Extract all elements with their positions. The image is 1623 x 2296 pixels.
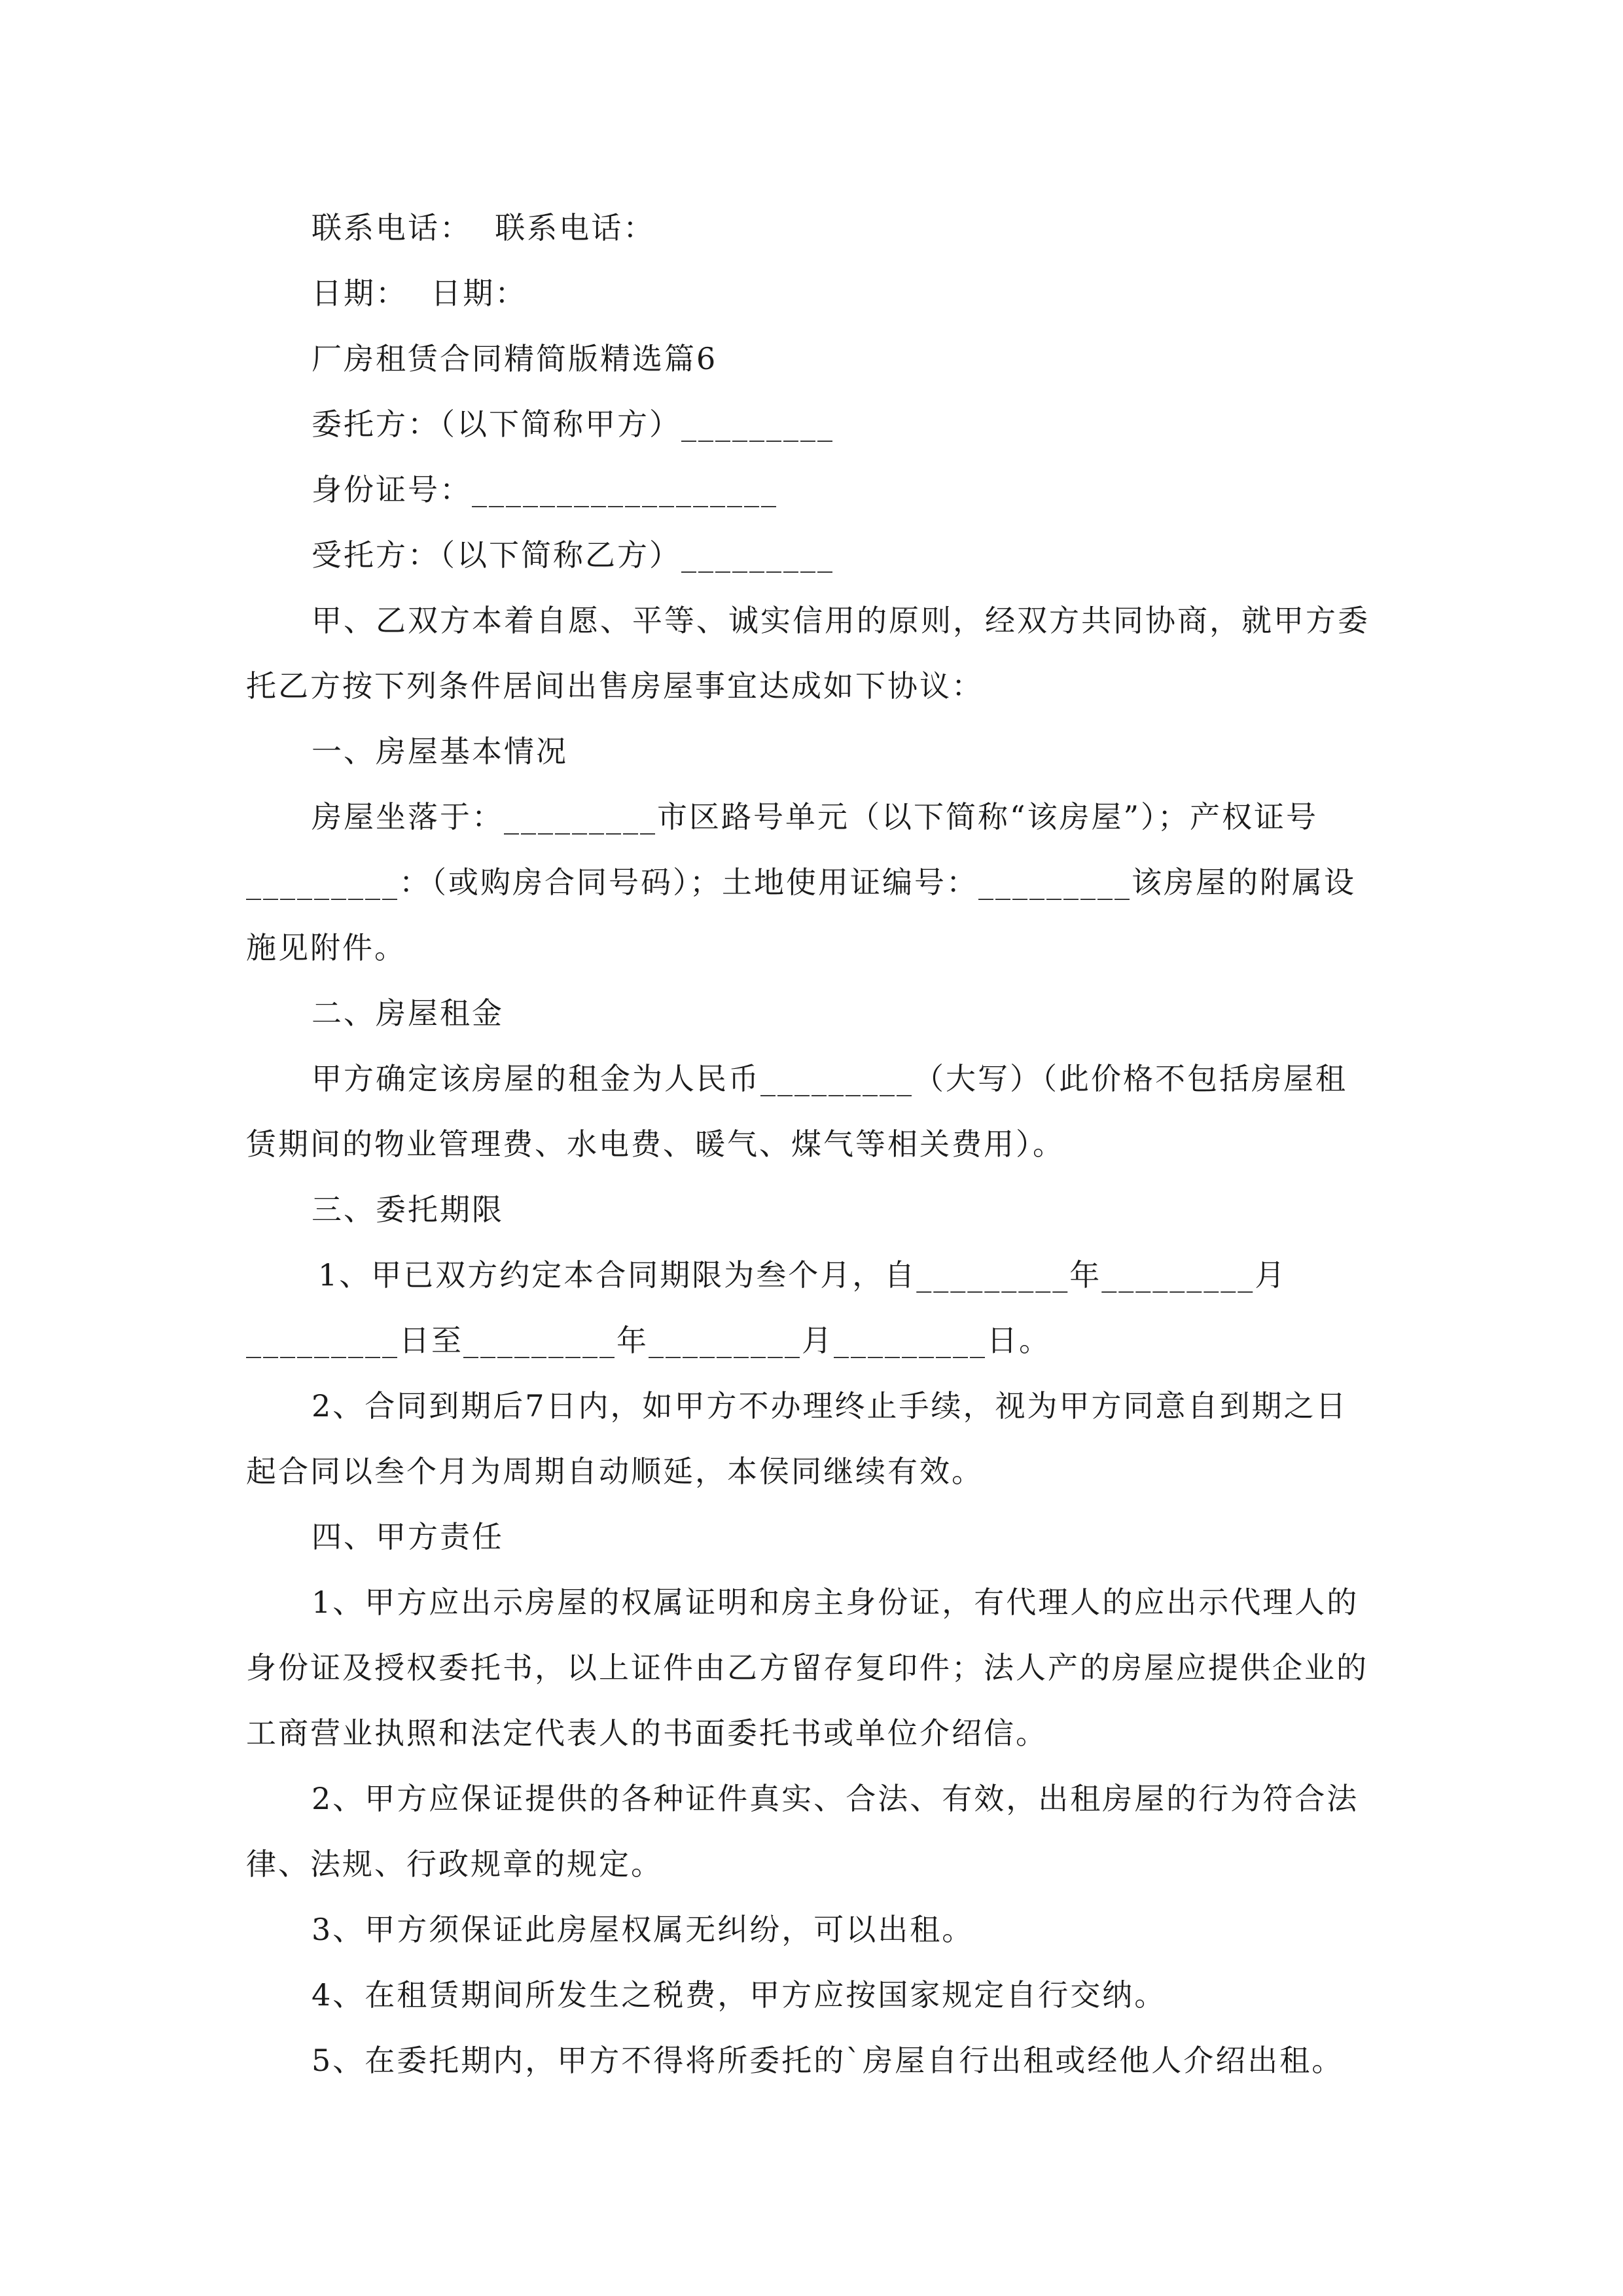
paragraph-line: 1、甲已双方约定本合同期限为叁个月，自_________年_________月 [318,1257,1287,1293]
date-line: 日期： 日期： [312,276,527,311]
id-number-line: 身份证号：__________________ [312,472,778,507]
contact-phone-line: 联系电话： 联系电话： [312,210,656,245]
paragraph-line: 4、在租赁期间所发生之税费，甲方应按国家规定自行交纳。 [312,1977,1167,2013]
paragraph-line: 工商营业执照和法定代表人的书面委托书或单位介绍信。 [246,1715,1048,1751]
paragraph-line: 房屋坐落于：_________市区路号单元（以下简称“该房屋”）；产权证号 [312,799,1319,834]
heading-party-a-duties: 四、甲方责任 [312,1519,504,1554]
paragraph-line: 律、法规、行政规章的规定。 [246,1846,663,1882]
paragraph-line: 起合同以叁个月为周期自动顺延，本侯同继续有效。 [246,1454,984,1489]
paragraph-line: 3、甲方须保证此房屋权属无纠纷，可以出租。 [312,1912,974,1947]
principal-line: 委托方：（以下简称甲方）_________ [312,406,834,442]
heading-rent: 二、房屋租金 [312,996,504,1031]
paragraph-line: 托乙方按下列条件居间出售房屋事宜达成如下协议： [246,668,984,704]
paragraph-line: 2、合同到期后7日内，如甲方不办理终止手续，视为甲方同意自到期之日 [312,1388,1348,1424]
paragraph-line: _________日至_________年_________月_________日。 [246,1323,1051,1358]
section-title: 厂房租赁合同精简版精选篇6 [312,341,718,376]
heading-house-info: 一、房屋基本情况 [312,734,568,769]
paragraph-line: 甲、乙双方本着自愿、平等、诚实信用的原则，经双方共同协商，就甲方委 [312,603,1370,638]
paragraph-line: 赁期间的物业管理费、水电费、暖气、煤气等相关费用）。 [246,1126,1065,1162]
paragraph-line: 5、在委托期内，甲方不得将所委托的`房屋自行出租或经他人介绍出租。 [312,2043,1344,2078]
agent-line: 受托方：（以下简称乙方）_________ [312,537,834,573]
paragraph-line: 1、甲方应出示房屋的权属证明和房主身份证，有代理人的应出示代理人的 [312,1585,1359,1620]
paragraph-line: _________：（或购房合同号码）；土地使用证编号：_________该房屋的附属设 [246,865,1356,900]
paragraph-line: 2、甲方应保证提供的各种证件真实、合法、有效，出租房屋的行为符合法 [312,1781,1359,1816]
paragraph-line: 施见附件。 [246,930,406,965]
heading-term: 三、委托期限 [312,1192,504,1227]
paragraph-line: 身份证及授权委托书，以上证件由乙方留存复印件；法人产的房屋应提供企业的 [246,1650,1368,1685]
paragraph-line: 甲方确定该房屋的租金为人民币_________（大写）（此价格不包括房屋租 [312,1061,1347,1096]
